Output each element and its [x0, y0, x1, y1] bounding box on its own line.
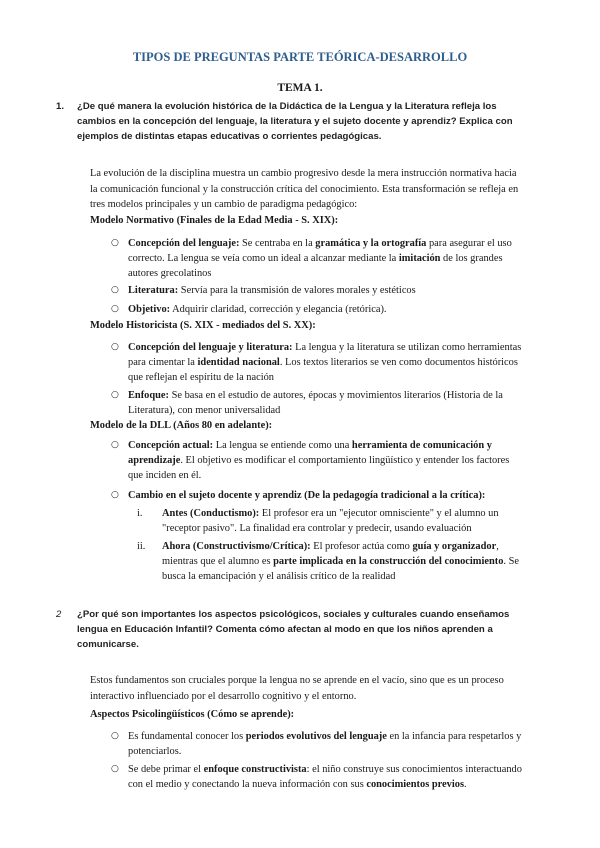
question-text: ¿De qué manera la evolución histórica de la Didáctica de la Lengua y la Literatura refleja los cambios en la concepción del lenguaje, la literatura y el sujeto docente y aprendiz? Explica con ejemplos de distintas etapas educativas o corrientes pedagógicas. [77, 101, 513, 142]
sub-list-item: ii. Ahora (Constructivismo/Crítica): El profesor actúa como guía y organizador, mientras que el alumno es parte implicada en la construcción del conocimiento. Se busca la emancipación y el análisis crítico de la realidad [137, 541, 519, 582]
bullet-icon: ○ [111, 731, 119, 741]
roman-numeral: ii. [137, 541, 146, 552]
bullet-icon: ○ [111, 285, 119, 295]
model-heading-historicista: Modelo Historicista (S. XIX - mediados del S. XX): [90, 320, 316, 331]
answer-intro: La evolución de la disciplina muestra un cambio progresivo desde la mera instrucción normativa hacia la comunicación funcional y la construcción crítica del conocimiento. Esta transformación se refleja en tres modelos principales y un cambio de paradigma pedagógico: [90, 168, 519, 210]
aspects-heading: Aspectos Psicolingüísticos (Cómo se aprende): [90, 709, 295, 720]
question-1 [56, 99, 517, 144]
model-heading-normativo: Modelo Normativo (Finales de la Edad Media - S. XIX): [90, 215, 339, 226]
list-item: ○ Objetivo: Adquirir claridad, corrección y elegancia (retórica). [111, 304, 387, 315]
list-item: ○ Se debe primar el enfoque constructivista: el niño construye sus conocimientos interactuando con el medio y conectando la nueva información con sus conocimientos previos. [111, 764, 522, 790]
roman-numeral: i. [137, 508, 143, 519]
bullet-icon: ○ [111, 440, 119, 450]
list-item: ○ Enfoque: Se basa en el estudio de autores, épocas y movimientos literarios (Historia de la Literatura), con menor universalidad [111, 390, 503, 416]
list-item: ○ Es fundamental conocer los periodos evolutivos del lenguaje en la infancia para respetarlos y potenciarlos. [111, 731, 522, 757]
list-item: ○ Literatura: Servía para la transmisión de valores morales y estéticos [111, 285, 416, 296]
sub-list-item: i. Antes (Conductismo): El profesor era un "ejecutor omnisciente" y el alumno un "receptor pasivo". La finalidad era controlar y predecir, usando evaluación [137, 508, 499, 534]
question-2 [56, 607, 517, 652]
bullet-icon: ○ [111, 342, 119, 352]
question-number: 2 [56, 609, 62, 620]
model-heading-dll: Modelo de la DLL (Años 80 en adelante): [90, 420, 273, 431]
question-number: 1. [56, 101, 65, 112]
document-title: TIPOS DE PREGUNTAS PARTE TEÓRICA-DESARROLLO [132, 50, 468, 64]
section-title: TEMA 1. [277, 82, 323, 94]
bullet-icon: ○ [111, 764, 119, 774]
question-text: ¿Por qué son importantes los aspectos psicológicos, sociales y culturales cuando enseñamos lengua en Educación Infantil? Comenta cómo afectan al modo en que los niños aprenden a comunicarse. [77, 609, 510, 650]
list-item: ○ Concepción del lenguaje: Se centraba en la gramática y la ortografía para asegurar el uso correcto. La lengua se veía como un ideal a alcanzar mediante la imitación de los grandes autores grecolatinos [111, 238, 512, 279]
answer-intro: Estos fundamentos son cruciales porque la lengua no se aprende en el vacío, sino que es un proceso interactivo influenciado por el desarrollo cognitivo y el entorno. [90, 675, 504, 702]
bullet-icon: ○ [111, 390, 119, 400]
list-item: ○ Concepción actual: La lengua se entiende como una herramienta de comunicación y aprendizaje. El objetivo es modificar el comportamiento lingüístico y entender los factores que inciden en él. [111, 440, 510, 481]
bullet-icon: ○ [111, 238, 119, 248]
bullet-icon: ○ [111, 304, 119, 314]
list-item: ○ Cambio en el sujeto docente y aprendiz (De la pedagogía tradicional a la crítica): [111, 490, 486, 501]
list-item: ○ Concepción del lenguaje y literatura: La lengua y la literatura se utilizan como herramientas para cimentar la identidad nacional. Los textos literarios se ven como documentos históricos que reflejan el espíritu de la nación [111, 342, 522, 383]
bullet-icon: ○ [111, 490, 119, 500]
